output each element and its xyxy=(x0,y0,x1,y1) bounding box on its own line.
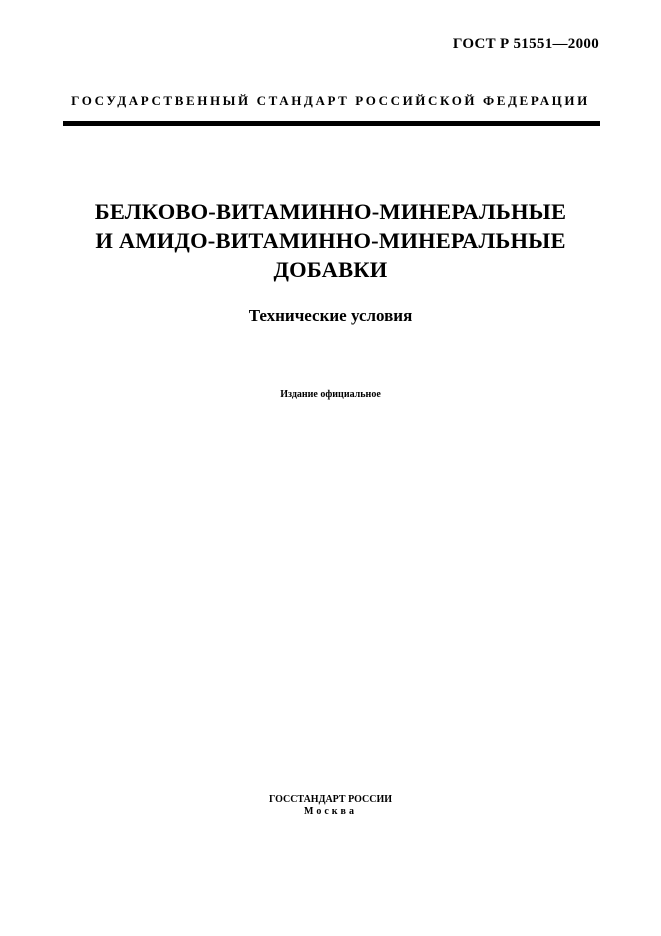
header-rule xyxy=(63,121,600,126)
standard-header: ГОСУДАРСТВЕННЫЙ СТАНДАРТ РОССИЙСКОЙ ФЕДЕРАЦИИ xyxy=(71,93,590,108)
title-line-1: БЕЛКОВО-ВИТАМИННО-МИНЕРАЛЬНЫЕ xyxy=(94,199,567,224)
title-line-3: ДОБАВКИ xyxy=(273,257,388,282)
document-title xyxy=(0,197,661,284)
title-line-2: И АМИДО-ВИТАМИННО-МИНЕРАЛЬНЫЕ xyxy=(95,228,566,253)
publication-city: Москва xyxy=(304,806,357,817)
publisher: ГОССТАНДАРТ РОССИИ xyxy=(268,794,393,805)
document-number: ГОСТ Р 51551—2000 xyxy=(452,36,599,52)
document-subtitle: Технические условия xyxy=(248,306,413,325)
edition-note: Издание официальное xyxy=(280,389,381,400)
